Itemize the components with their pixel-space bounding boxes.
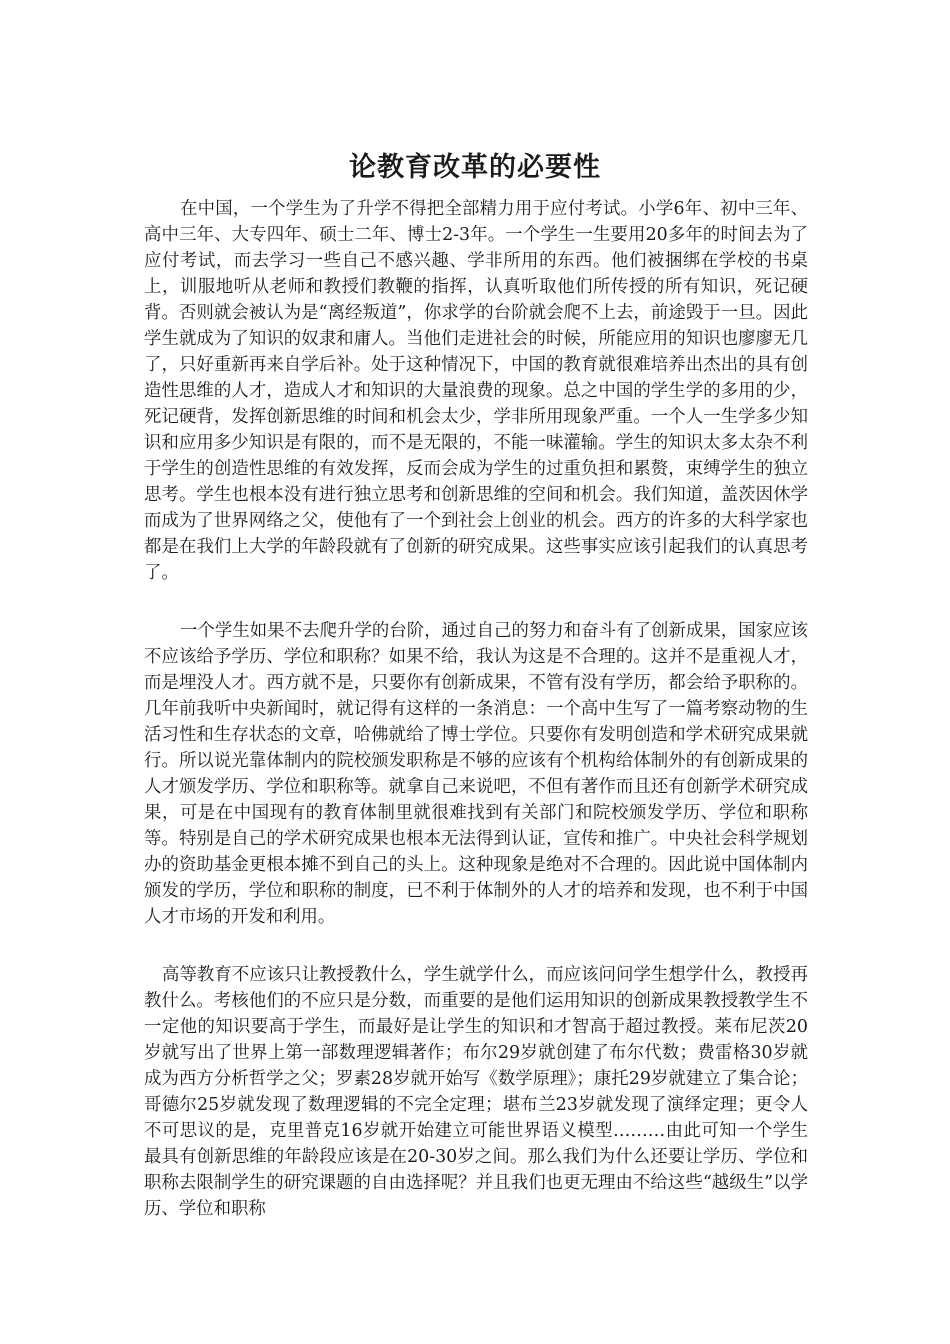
paragraph-2: 一个学生如果不去爬升学的台阶，通过自己的努力和奋斗有了创新成果，国家应该不应该给予学历、学位和职称？如果不给，我认为这是不合理的。这并不是重视人才，而是埋没人才。西方就不是，只要你有创新成果，不管有没有学历，都会给予职称的。几年前我听中央新闻时，就记得有这样的一条消息：一个高中生写了一篇考察动物的生活习性和生存状态的文章，哈佛就给了博士学位。只要你有发明创造和学术研究成果就行。所以说光靠体制内的院校颁发职称是不够的应该有个机构给体制外的有创新成果的人才颁发学历、学位和职称等。就拿自己来说吧，不但有著作而且还有创新学术研究成果，可是在中国现有的教育体制里就很难找到有关部门和院校颁发学历、学位和职称等。特别是自己的学术研究成果也根本无法得到认证，宣传和推广。中央社会科学规划办的资助基金更根本摊不到自己的头上。这种现象是绝对不合理的。因此说中国体制内颁发的学历，学位和职称的制度，已不利于体制外的人才的培养和发现，也不利于中国人才市场的开发和利用。 [144, 621, 808, 927]
paragraph-1: 在中国，一个学生为了升学不得把全部精力用于应付考试。小学6年、初中三年、高中三年、大专四年、硕士二年、博士2-3年。一个学生一生要用20多年的时间去为了应付考试，而去学习一些自己不感兴趣、学非所用的东西。他们被捆绑在学校的书桌上，训服地听从老师和教授们教鞭的指挥，认真听取他们所传授的所有知识，死记硬背。否则就会被认为是“离经叛道”，你求学的台阶就会爬不上去，前途毁于一旦。因此学生就成为了知识的奴隶和庸人。当他们走进社会的时候，所能应用的知识也廖廖无几了，只好重新再来自学后补。处于这种情况下，中国的教育就很难培养出杰出的具有创造性思维的人才，造成人才和知识的大量浪费的现象。总之中国的学生学的多用的少，死记硬背，发挥创新思维的时间和机会太少，学非所用现象严重。一个人一生学多少知识和应用多少知识是有限的，而不是无限的，不能一味灌输。学生的知识太多太杂不利于学生的创造性思维的有效发挥，反而会成为学生的过重负担和累赘，束缚学生的独立思考。学生也根本没有进行独立思考和创新思维的空间和机会。我们知道，盖茨因休学而成为了世界网络之父，使他有了一个到社会上创业的机会。西方的许多的大科学家也都是在我们上大学的年龄段就有了创新的研究成果。这些事实应该引起我们的认真思考了。 [144, 199, 808, 583]
paragraph-3: 高等教育不应该只让教授教什么，学生就学什么，而应该问问学生想学什么，教授再教什么。考核他们的不应只是分数，而重要的是他们运用知识的创新成果教授教学生不一定他的知识要高于学生，而最好是让学生的知识和才智高于超过教授。莱布尼茨20岁就写出了世界上第一部数理逻辑著作；布尔29岁就创建了布尔代数；费雷格30岁就成为西方分析哲学之父；罗素28岁就开始写《数学原理》；康托29岁就建立了集合论；哥德尔25岁就发现了数理逻辑的不完全定理；堪布兰23岁就发现了演绎定理；更令人不可思议的是，克里普克16岁就开始建立可能世界语义模型………由此可知一个学生最具有创新思维的年龄段应该是在20-30岁之间。那么我们为什么还要让学历、学位和职称去限制学生的研究课题的自由选择呢？并且我们也更无理由不给这些“越级生”以学历、学位和职称 [144, 965, 808, 1219]
document-title: 论教育改革的必要性 [349, 152, 601, 184]
